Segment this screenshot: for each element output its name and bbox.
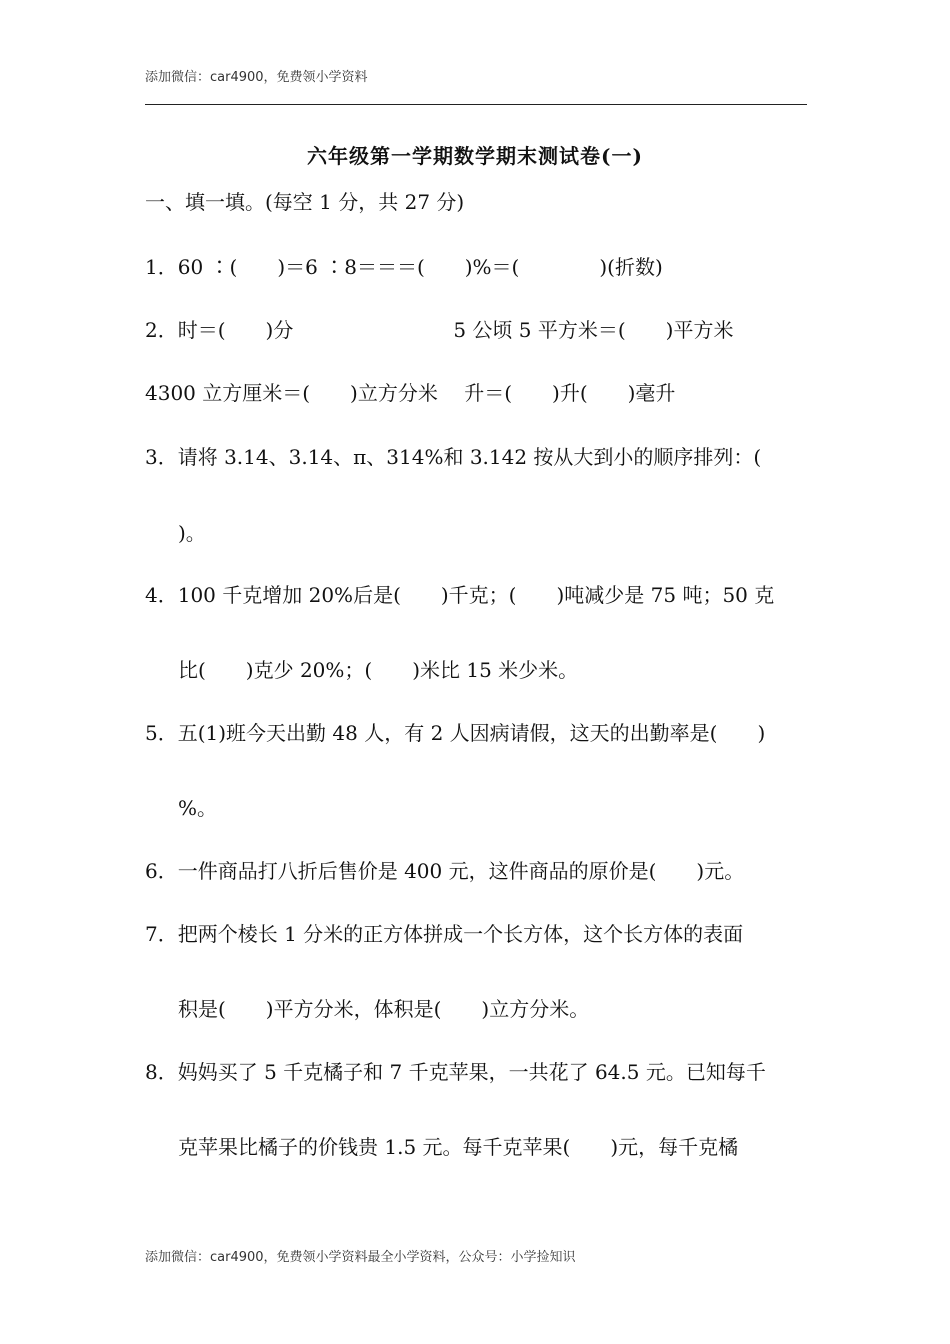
question-7-cont: 积是( )平方分米，体积是( )立方分米。 (178, 997, 590, 1021)
question-2: 2．时＝( )分 5 公顷 5 平方米＝( )平方米 (145, 318, 734, 342)
question-3: 3．请将 3.14、3.14、π、314%和 3.142 按从大到小的顺序排列：( (145, 445, 762, 469)
question-1: 1．60 ∶( )＝6 ∶8＝＝＝( )%＝( )(折数) (145, 255, 663, 279)
question-6: 6．一件商品打八折后售价是 400 元，这件商品的原价是( )元。 (145, 859, 745, 883)
question-5: 5．五(1)班今天出勤 48 人，有 2 人因病请假，这天的出勤率是( ) (145, 721, 766, 745)
question-8-cont: 克苹果比橘子的价钱贵 1.5 元。每千克苹果( )元，每千克橘 (178, 1135, 739, 1159)
page-title: 六年级第一学期数学期末测试卷(一) (307, 144, 643, 168)
page-footer: 添加微信：car4900，免费领小学资料最全小学资料，公众号：小学捡知识 (145, 1250, 576, 1265)
section-heading: 一、填一填。(每空 1 分，共 27 分) (145, 190, 465, 214)
question-4-cont: 比( )克少 20%；( )米比 15 米少米。 (178, 658, 579, 682)
header-divider (145, 104, 807, 105)
question-7: 7．把两个棱长 1 分米的正方体拼成一个长方体，这个长方体的表面 (145, 922, 744, 946)
question-4: 4．100 千克增加 20%后是( )千克；( )吨减少是 75 吨；50 克 (145, 583, 775, 607)
question-2-cont: 4300 立方厘米＝( )立方分米 升＝( )升( )毫升 (145, 381, 676, 405)
question-3-cont: )。 (178, 521, 206, 545)
question-8: 8．妈妈买了 5 千克橘子和 7 千克苹果，一共花了 64.5 元。已知每千 (145, 1060, 766, 1084)
question-5-cont: %。 (178, 796, 218, 820)
page-header: 添加微信：car4900，免费领小学资料 (145, 70, 368, 85)
